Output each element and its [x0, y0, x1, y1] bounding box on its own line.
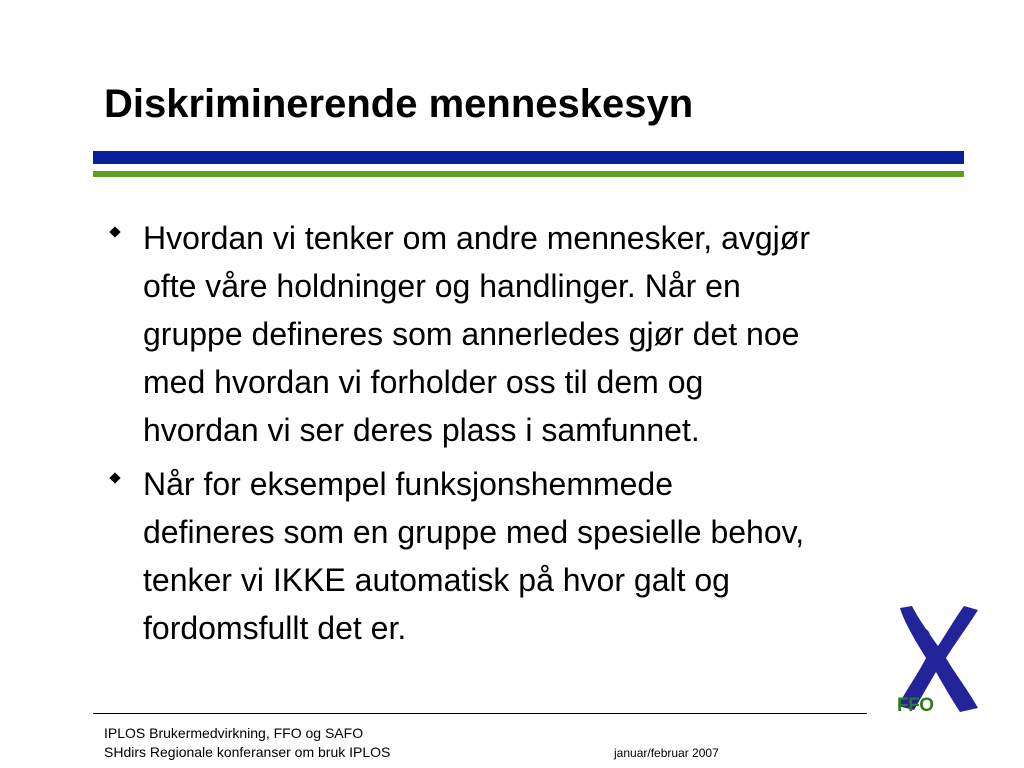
title-rule-blue [93, 151, 964, 164]
bullet-list [108, 214, 978, 658]
bullet-line: ofte våre holdninger og handlinger. Når en [143, 268, 741, 304]
bullet-line: gruppe defineres som annerledes gjør det noe [143, 316, 800, 352]
bullet-line: defineres som en gruppe med spesielle behov, [143, 514, 805, 550]
bullet-item [108, 460, 978, 652]
bullet-item [108, 214, 978, 454]
bullet-line: hvordan vi ser deres plass i samfunnet. [143, 412, 700, 448]
slide-title: Diskriminerende menneskesyn [104, 82, 694, 126]
bullet-line: med hvordan vi forholder oss til dem og [143, 364, 704, 400]
diamond-bullet-icon [108, 471, 122, 485]
ffo-logo-text: FFO [897, 695, 934, 716]
footer-date: januar/februar 2007 [614, 746, 719, 760]
diamond-bullet-icon [108, 225, 122, 239]
footer-line-1: IPLOS Brukermedvirkning, FFO og SAFO [104, 725, 364, 741]
bullet-line: tenker vi IKKE automatisk på hvor galt og [143, 562, 730, 598]
bullet-line: Hvordan vi tenker om andre mennesker, avgjør [143, 220, 810, 256]
bullet-line: fordomsfullt det er. [143, 610, 407, 646]
bullet-line: Når for eksempel funksjonshemmede [143, 466, 674, 502]
footer-line-2: SHdirs Regionale konferanser om bruk IPLOS [104, 744, 391, 760]
footer-rule [93, 713, 867, 714]
title-rule-green [93, 171, 964, 177]
